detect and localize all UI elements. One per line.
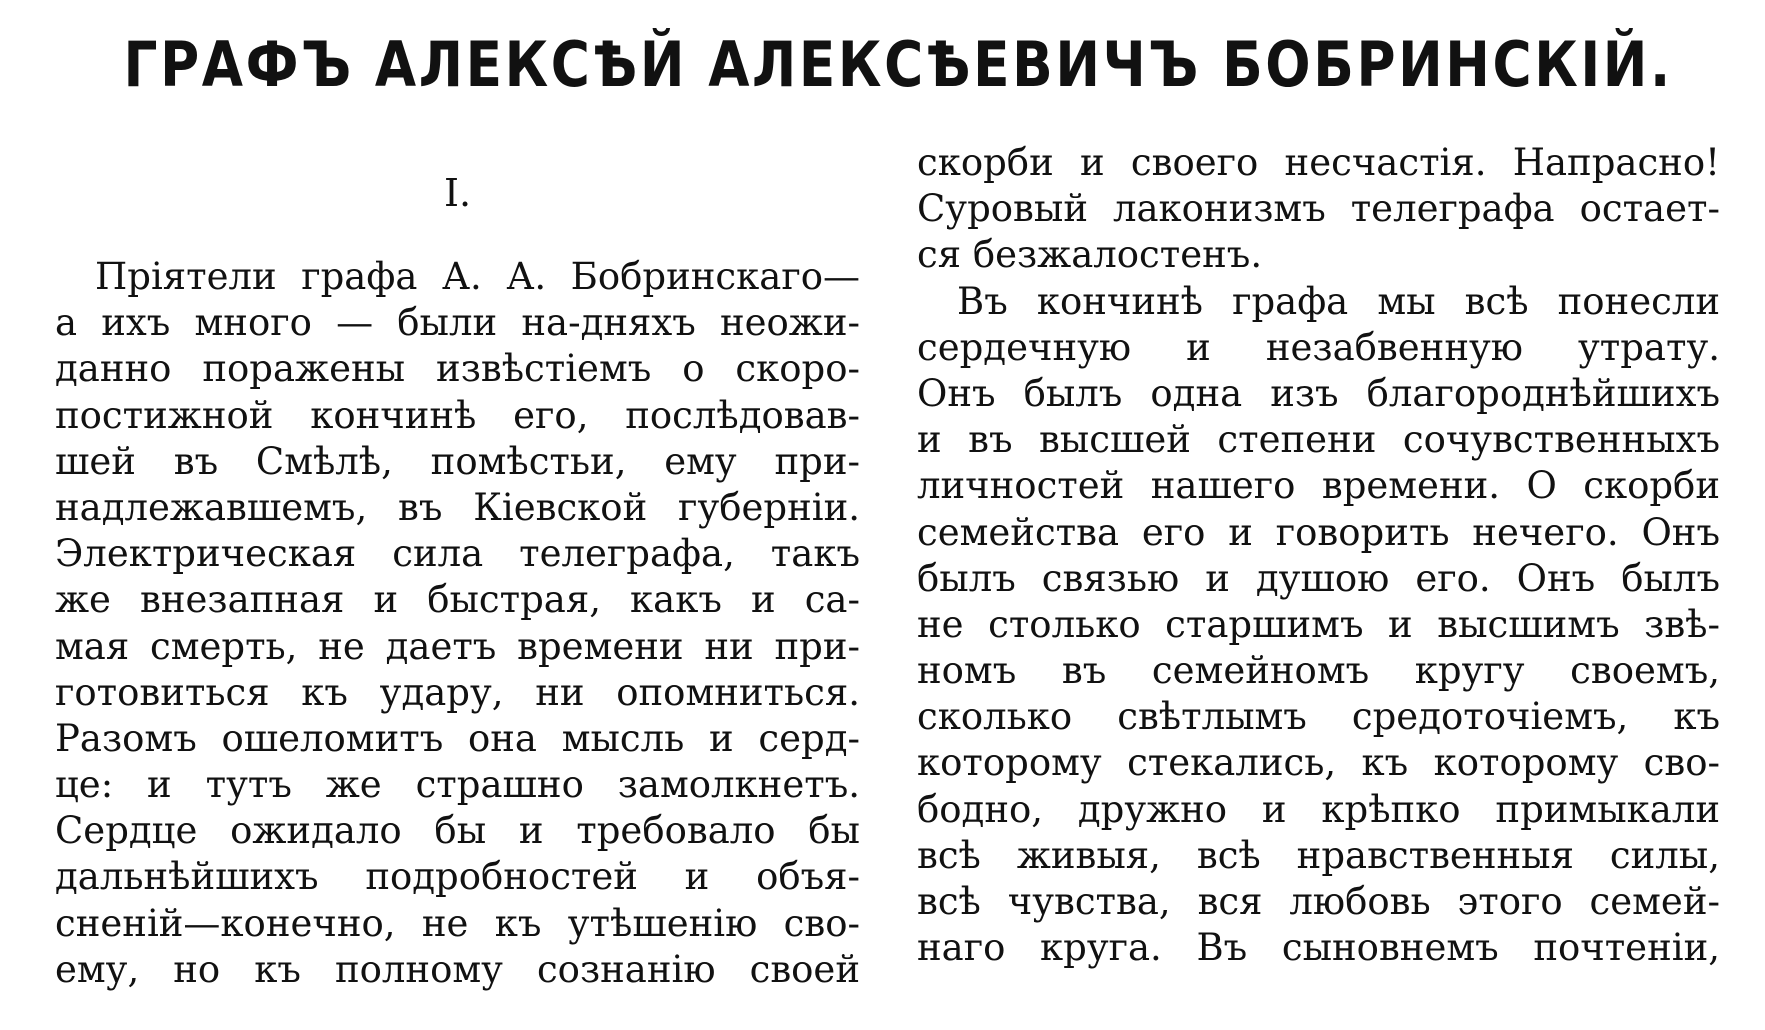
text-line: скорби и своего несчастія. Напрасно! xyxy=(917,141,1720,184)
text-line: Разомъ ошеломитъ она мысль и серд- xyxy=(55,716,860,760)
text-line: которому стекались, къ которому сво- xyxy=(917,741,1720,785)
text-line: ся безжалостенъ. xyxy=(917,233,1263,277)
text-line: шей въ Смѣлѣ, помѣстьи, ему при- xyxy=(55,439,860,483)
text-line: Онъ былъ одна изъ благороднѣйшихъ xyxy=(917,371,1720,415)
text-line: и въ высшей степени сочувственныхъ xyxy=(917,418,1720,462)
text-line: Электрическая сила телеграфа, такъ xyxy=(55,532,860,576)
text-line: це: и тутъ же страшно замолкнетъ. xyxy=(55,763,860,807)
text-line: Въ кончинѣ графа мы всѣ понесли xyxy=(957,279,1720,323)
paragraph xyxy=(917,140,1720,279)
text-line: наго круга. Въ сыновнемъ почтеніи, xyxy=(917,926,1720,970)
text-line: дальнѣйшихъ подробностей и объя- xyxy=(55,855,860,899)
section-number: I. xyxy=(443,171,472,215)
text-line: ему, но къ полному сознанію своей xyxy=(55,947,860,991)
text-line: а ихъ много — были на-дняхъ неожи- xyxy=(55,301,860,345)
text-line: надлежавшемъ, въ Кіевской губерніи. xyxy=(55,485,860,529)
text-line: сненій—конечно, не къ утѣшенію сво- xyxy=(55,901,860,945)
text-line: семейства его и говорить нечего. Онъ xyxy=(917,510,1720,554)
text-line: Суровый лаконизмъ телеграфа остает- xyxy=(917,187,1720,231)
text-line: личностей нашего времени. О скорби xyxy=(917,464,1720,508)
text-line: бодно, дружно и крѣпко примыкали xyxy=(917,787,1720,831)
text-line: всѣ живыя, всѣ нравственныя силы, xyxy=(917,833,1720,877)
text-line: Пріятели графа А. А. Бобринскаго— xyxy=(95,255,860,298)
text-line: Сердце ожидало бы и требовало бы xyxy=(55,809,860,853)
paragraph xyxy=(55,254,860,993)
article-title: ГРАФЪ АЛЕКСѢЙ АЛЕКСѢЕВИЧЪ БОБРИНСКІЙ. xyxy=(123,28,1673,101)
right-column xyxy=(917,140,1720,971)
text-line: сердечную и незабвенную утрату. xyxy=(917,325,1720,369)
text-line: готовиться къ удару, ни опомниться. xyxy=(55,670,860,714)
text-line: не столько старшимъ и высшимъ звѣ- xyxy=(917,602,1720,646)
text-line: постижной кончинѣ его, послѣдовав- xyxy=(55,393,860,437)
left-column xyxy=(55,140,860,993)
text-line: былъ связью и душою его. Онъ былъ xyxy=(917,556,1720,600)
text-line: всѣ чувства, вся любовь этого семей- xyxy=(917,880,1720,923)
paragraph xyxy=(917,279,1720,972)
text-line: сколько свѣтлымъ средоточіемъ, къ xyxy=(917,695,1720,739)
text-line: мая смерть, не даетъ времени ни при- xyxy=(55,624,860,668)
text-line: номъ въ семейномъ кругу своемъ, xyxy=(917,649,1720,693)
text-line: данно поражены извѣстіемъ о скоро- xyxy=(55,347,860,391)
text-line: же внезапная и быстрая, какъ и са- xyxy=(55,578,860,622)
